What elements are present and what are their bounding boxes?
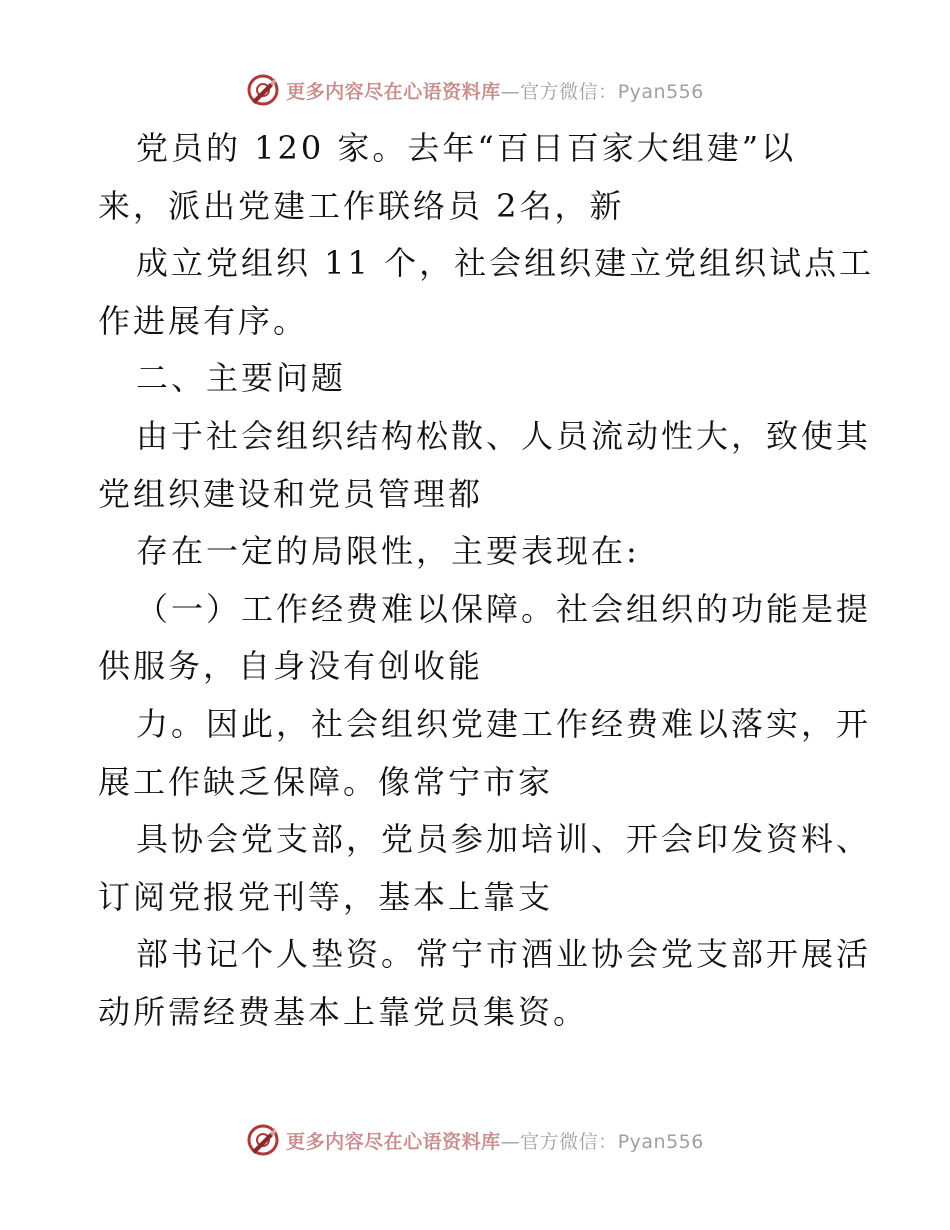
footer-separator: —	[500, 1130, 521, 1153]
text-line: 部书记个人垫资。常宁市酒业协会党支部开展活	[136, 935, 872, 974]
brand-logo-icon	[246, 73, 280, 107]
text-line: 作进展有序。	[98, 301, 309, 340]
text-line: 动所需经费基本上靠党员集资。	[98, 992, 589, 1031]
text-line: 订阅党报党刊等，基本上靠支	[98, 877, 554, 916]
footer-site-text: 更多内容尽在心语资料库	[286, 1130, 501, 1153]
header-site-text: 更多内容尽在心语资料库	[286, 80, 501, 103]
text-line: 存在一定的局限性，主要表现在:	[136, 532, 640, 571]
text-line: （一）工作经费难以保障。社会组织的功能是提	[136, 589, 872, 628]
footer-banner	[0, 1120, 950, 1160]
header-wechat-id: Pyan556	[617, 80, 704, 103]
text-line: 力。因此，社会组织党建工作经费难以落实，开	[136, 704, 872, 743]
text-line: 成立党组织 11 个，社会组织建立党组织试点工	[136, 244, 875, 283]
document-body	[98, 120, 878, 1042]
text-line: 党组织建设和党员管理都	[98, 474, 484, 513]
text-line: 党员的 120 家。去年“百日百家大组建”以	[136, 129, 797, 167]
text-line: 由于社会组织结构松散、人员流动性大，致使其	[136, 416, 872, 455]
footer-wechat-id: Pyan556	[617, 1130, 704, 1153]
header-wechat-label: 官方微信：	[520, 80, 618, 103]
text-line: 具协会党支部，党员参加培训、开会印发资料、	[136, 820, 872, 859]
header-banner-text	[286, 77, 704, 104]
text-line: 来，派出党建工作联络员 2名，新	[98, 186, 625, 225]
brand-logo-icon	[246, 1123, 280, 1157]
text-line: 供服务，自身没有创收能	[98, 647, 484, 686]
footer-wechat-label: 官方微信：	[520, 1130, 618, 1153]
header-banner	[0, 70, 950, 110]
text-line: 展工作缺乏保障。像常宁市家	[98, 762, 554, 801]
footer-banner-text	[286, 1127, 704, 1154]
header-separator: —	[500, 80, 521, 103]
section-heading: 二、主要问题	[136, 359, 347, 398]
